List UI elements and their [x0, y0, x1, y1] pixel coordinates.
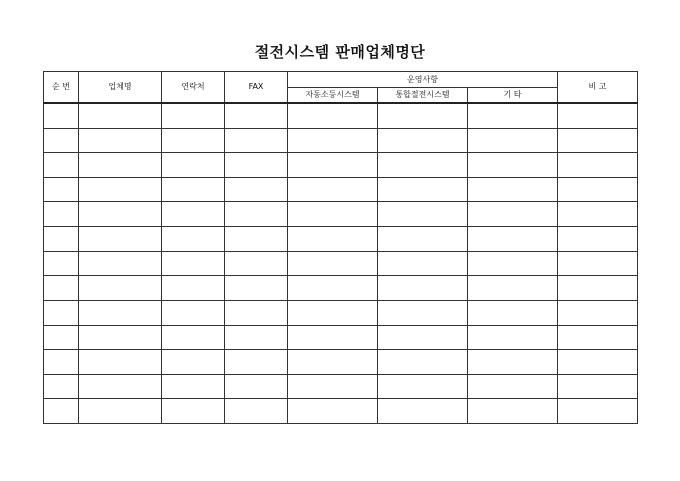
- company-cell[interactable]: [79, 128, 162, 153]
- remarks-cell[interactable]: [558, 153, 638, 178]
- contact-cell[interactable]: [162, 177, 225, 202]
- remarks-cell[interactable]: [558, 325, 638, 350]
- remarks-cell[interactable]: [558, 276, 638, 301]
- header-seq: 순 번: [44, 72, 79, 104]
- seq-cell[interactable]: [44, 300, 79, 325]
- remarks-cell[interactable]: [558, 300, 638, 325]
- fax-cell[interactable]: [225, 374, 288, 399]
- company-cell[interactable]: [79, 276, 162, 301]
- remarks-cell[interactable]: [558, 202, 638, 227]
- contact-cell[interactable]: [162, 202, 225, 227]
- seq-cell[interactable]: [44, 325, 79, 350]
- auto-cell[interactable]: [288, 399, 378, 424]
- seq-cell[interactable]: [44, 128, 79, 153]
- fax-cell[interactable]: [225, 128, 288, 153]
- seq-cell[interactable]: [44, 202, 79, 227]
- contact-cell[interactable]: [162, 276, 225, 301]
- integrated-cell[interactable]: [378, 399, 468, 424]
- document-title: 절전시스템 판매업체명단: [254, 43, 426, 61]
- other-cell[interactable]: [468, 276, 558, 301]
- integrated-cell[interactable]: [378, 103, 468, 128]
- seq-cell[interactable]: [44, 227, 79, 252]
- company-cell[interactable]: [79, 103, 162, 128]
- subheader-auto-lighting: 자동소등시스템: [288, 88, 378, 104]
- contact-cell[interactable]: [162, 374, 225, 399]
- contact-cell[interactable]: [162, 103, 225, 128]
- remarks-cell[interactable]: [558, 227, 638, 252]
- seq-cell[interactable]: [44, 251, 79, 276]
- remarks-cell[interactable]: [558, 251, 638, 276]
- seq-cell[interactable]: [44, 103, 79, 128]
- fax-cell[interactable]: [225, 399, 288, 424]
- remarks-cell[interactable]: [558, 177, 638, 202]
- auto-cell[interactable]: [288, 202, 378, 227]
- company-cell[interactable]: [79, 399, 162, 424]
- integrated-cell[interactable]: [378, 251, 468, 276]
- contact-cell[interactable]: [162, 350, 225, 375]
- seq-cell[interactable]: [44, 153, 79, 178]
- company-cell[interactable]: [79, 374, 162, 399]
- other-cell[interactable]: [468, 251, 558, 276]
- table-row: [44, 251, 638, 276]
- vendor-table: [43, 71, 638, 424]
- other-cell[interactable]: [468, 103, 558, 128]
- table-row: [44, 177, 638, 202]
- auto-cell[interactable]: [288, 350, 378, 375]
- auto-cell[interactable]: [288, 103, 378, 128]
- company-cell[interactable]: [79, 177, 162, 202]
- header-company: 업체명: [79, 72, 162, 104]
- integrated-cell[interactable]: [378, 177, 468, 202]
- company-cell[interactable]: [79, 325, 162, 350]
- other-cell[interactable]: [468, 202, 558, 227]
- table-row: [44, 103, 638, 128]
- company-cell[interactable]: [79, 202, 162, 227]
- company-cell[interactable]: [79, 227, 162, 252]
- other-cell[interactable]: [468, 374, 558, 399]
- contact-cell[interactable]: [162, 300, 225, 325]
- table-row: [44, 350, 638, 375]
- company-cell[interactable]: [79, 300, 162, 325]
- remarks-cell[interactable]: [558, 350, 638, 375]
- other-cell[interactable]: [468, 300, 558, 325]
- header-contact: 연락처: [162, 72, 225, 104]
- subheader-integrated-saving: 통합절전시스템: [378, 88, 468, 104]
- contact-cell[interactable]: [162, 399, 225, 424]
- integrated-cell[interactable]: [378, 325, 468, 350]
- auto-cell[interactable]: [288, 276, 378, 301]
- fax-cell[interactable]: [225, 103, 288, 128]
- contact-cell[interactable]: [162, 325, 225, 350]
- remarks-cell[interactable]: [558, 103, 638, 128]
- header-remarks: 비 고: [558, 72, 638, 104]
- company-cell[interactable]: [79, 251, 162, 276]
- table-row: [44, 227, 638, 252]
- table-row: [44, 276, 638, 301]
- auto-cell[interactable]: [288, 300, 378, 325]
- seq-cell[interactable]: [44, 350, 79, 375]
- auto-cell[interactable]: [288, 227, 378, 252]
- company-cell[interactable]: [79, 350, 162, 375]
- auto-cell[interactable]: [288, 325, 378, 350]
- integrated-cell[interactable]: [378, 227, 468, 252]
- remarks-cell[interactable]: [558, 374, 638, 399]
- remarks-cell[interactable]: [558, 399, 638, 424]
- header-operations: 운영사항: [288, 72, 558, 88]
- integrated-cell[interactable]: [378, 202, 468, 227]
- other-cell[interactable]: [468, 325, 558, 350]
- contact-cell[interactable]: [162, 227, 225, 252]
- table-row: [44, 128, 638, 153]
- auto-cell[interactable]: [288, 153, 378, 178]
- auto-cell[interactable]: [288, 177, 378, 202]
- company-cell[interactable]: [79, 153, 162, 178]
- integrated-cell[interactable]: [378, 128, 468, 153]
- header-row-primary: [44, 72, 638, 88]
- auto-cell[interactable]: [288, 251, 378, 276]
- seq-cell[interactable]: [44, 177, 79, 202]
- seq-cell[interactable]: [44, 399, 79, 424]
- contact-cell[interactable]: [162, 153, 225, 178]
- fax-cell[interactable]: [225, 153, 288, 178]
- fax-cell[interactable]: [225, 202, 288, 227]
- fax-cell[interactable]: [225, 251, 288, 276]
- fax-cell[interactable]: [225, 350, 288, 375]
- other-cell[interactable]: [468, 177, 558, 202]
- table-row: [44, 399, 638, 424]
- seq-cell[interactable]: [44, 276, 79, 301]
- subheader-other: 기 타: [468, 88, 558, 104]
- contact-cell[interactable]: [162, 128, 225, 153]
- fax-cell[interactable]: [225, 227, 288, 252]
- auto-cell[interactable]: [288, 128, 378, 153]
- integrated-cell[interactable]: [378, 350, 468, 375]
- auto-cell[interactable]: [288, 374, 378, 399]
- seq-cell[interactable]: [44, 374, 79, 399]
- other-cell[interactable]: [468, 153, 558, 178]
- other-cell[interactable]: [468, 350, 558, 375]
- header-fax: FAX: [225, 72, 288, 104]
- table-row: [44, 325, 638, 350]
- integrated-cell[interactable]: [378, 374, 468, 399]
- fax-cell[interactable]: [225, 177, 288, 202]
- other-cell[interactable]: [468, 399, 558, 424]
- fax-cell[interactable]: [225, 276, 288, 301]
- table-row: [44, 202, 638, 227]
- remarks-cell[interactable]: [558, 128, 638, 153]
- other-cell[interactable]: [468, 128, 558, 153]
- fax-cell[interactable]: [225, 300, 288, 325]
- table-row: [44, 153, 638, 178]
- table-body: [44, 103, 638, 424]
- integrated-cell[interactable]: [378, 276, 468, 301]
- contact-cell[interactable]: [162, 251, 225, 276]
- integrated-cell[interactable]: [378, 153, 468, 178]
- table-row: [44, 374, 638, 399]
- other-cell[interactable]: [468, 227, 558, 252]
- integrated-cell[interactable]: [378, 300, 468, 325]
- table-row: [44, 300, 638, 325]
- fax-cell[interactable]: [225, 325, 288, 350]
